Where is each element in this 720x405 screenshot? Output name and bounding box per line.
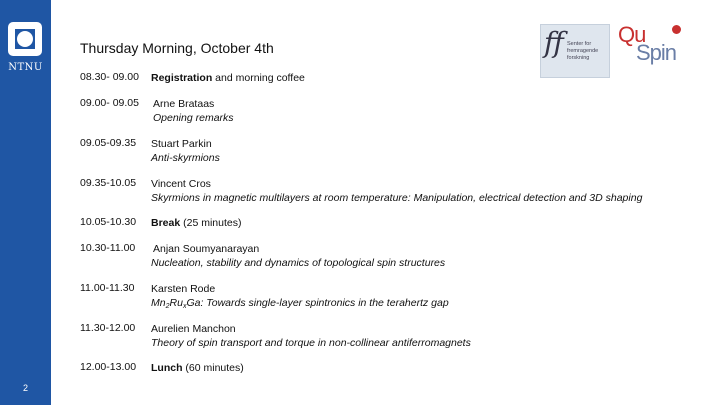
event-title: Lunch <box>151 362 183 374</box>
time-slot: 11.00-11.30 <box>80 282 135 294</box>
talk-title: Opening remarks <box>153 112 234 124</box>
event-description <box>153 97 234 125</box>
time-slot: 10.30-11.00 <box>80 242 136 254</box>
event-title: Registration <box>151 72 213 84</box>
quspin-logo <box>618 24 680 68</box>
talk-title: Skyrmions in magnetic multilayers at room temperature: Manipulation, electrical detection and 3D shaping <box>151 192 643 204</box>
time-slot: 10.05-10.30 <box>80 216 137 228</box>
event-detail: and morning coffee <box>212 72 305 84</box>
event-description <box>151 361 244 375</box>
quspin-logo-spin: Spin <box>636 40 677 65</box>
event-description <box>153 242 445 270</box>
time-slot: 09.05-09.35 <box>80 137 137 149</box>
event-description <box>151 216 241 230</box>
ntnu-logo-icon <box>8 22 42 56</box>
ntnu-wordmark: NTNU <box>8 62 43 73</box>
speaker-name: Anjan Soumyanarayan <box>153 243 260 255</box>
speaker-name: Stuart Parkin <box>151 138 212 150</box>
event-description <box>151 177 642 205</box>
time-slot: 12.00-13.00 <box>80 361 137 373</box>
event-description <box>151 322 471 350</box>
speaker-name: Vincent Cros <box>151 178 211 190</box>
event-detail: (25 minutes) <box>180 217 242 229</box>
event-title: Break <box>151 217 181 229</box>
page-number: 2 <box>22 383 28 393</box>
time-slot: 08.30- 09.00 <box>80 71 139 83</box>
quspin-dot-icon <box>672 25 681 34</box>
talk-title: Nucleation, stability and dynamics of topological spin structures <box>151 257 446 269</box>
event-description <box>151 71 305 85</box>
talk-title: Theory of spin transport and torque in non-collinear antiferromagnets <box>151 337 471 349</box>
talk-title: $Mn_2Ru_xGa$: Towards single-layer spintronics in the terahertz gap <box>151 297 449 310</box>
speaker-name: Karsten Rode <box>151 283 216 295</box>
sff-logo <box>540 24 610 78</box>
speaker-name: Aurelien Manchon <box>151 323 236 335</box>
quspin-logo-qu: Qu <box>618 22 646 47</box>
event-description <box>151 282 449 314</box>
page-title: Thursday Morning, October 4th <box>80 40 274 56</box>
sff-logo-text: Senter for fremragende forskning <box>567 41 599 61</box>
speaker-name: Arne Brataas <box>153 98 215 110</box>
time-slot: 09.35-10.05 <box>80 177 137 189</box>
event-detail: (60 minutes) <box>182 362 244 374</box>
sidebar <box>0 0 51 405</box>
time-slot: 09.00- 09.05 <box>80 97 139 109</box>
event-description <box>151 137 220 165</box>
time-slot: 11.30-12.00 <box>80 322 136 334</box>
talk-title: Anti-skyrmions <box>151 152 220 164</box>
sff-mark-icon: ff <box>544 26 564 59</box>
